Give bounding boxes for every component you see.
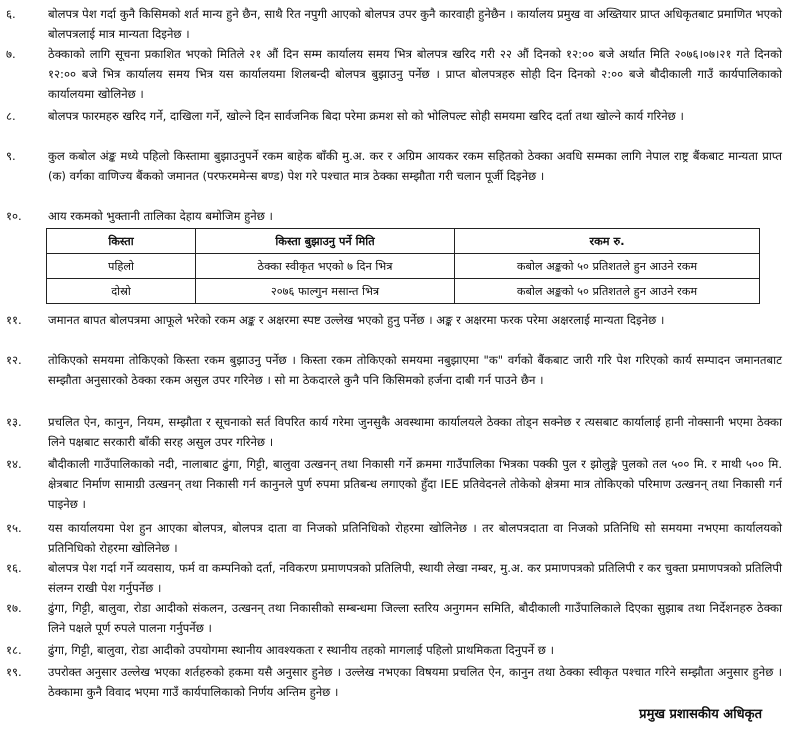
clause-number: ११.: [6, 313, 22, 327]
table-cell: पहिलो: [47, 254, 196, 279]
clause-number: १९.: [6, 665, 22, 679]
clause-number: १४.: [6, 457, 22, 471]
clause-7: [6, 44, 782, 104]
clause-text: कुल कबोल अंङ्क मध्ये पहिलो किस्तामा बुझाउनुपर्ने रकम बाहेक बाँकी मु.अ. कर र अग्रिम आयकर रकम सहितको ठेक्का अवधि सम्मका लागि नेपाल राष्ट्र बैंकबाट मान्यता प्राप्त (क) वर्गका वाणिज्य बैंकको जमानत (परफरममेन्स बण्ड) पेश गरे पश्चात मात्र ठेक्का सम्झौता गरी चलान पूर्जी दिइनेछ ।: [48, 149, 782, 183]
clause-10: [6, 206, 782, 226]
clause-8: [6, 106, 782, 126]
clause-19: [6, 662, 782, 702]
table-row: [47, 254, 760, 279]
clause-text: यस कार्यालयमा पेश हुन आएका बोलपत्र, बोलपत्र दाता वा निजको प्रतिनिधिको रोहरमा खोलिनेछ । तर बोलपत्रदाता वा निजको प्रतिनिधि सो समयमा नभएमा कार्यालयको प्रतिनिधिको रोहरमा खोलिनेछ ।: [48, 521, 782, 555]
clause-number: १६.: [6, 561, 22, 575]
clause-14: [6, 454, 782, 514]
clause-number: १८.: [6, 643, 22, 657]
clause-text: बोलपत्र फारमहरु खरिद गर्ने, दाखिला गर्ने, खोल्ने दिन सार्वजनिक बिदा परेमा क्रमश सो को भोलिपल्ट सोही समयमा खरिद दर्ता तथा खोल्ने कार्य गरिनेछ ।: [48, 109, 684, 123]
table-header-row: [47, 229, 760, 254]
clause-text: बोलपत्र पेश गर्दा गर्ने व्यवसाय, फर्म वा कम्पनिको दर्ता, नविकरण प्रमाणपत्रको प्रतिलिपी, स्थायी लेखा नम्बर, मु.अ. कर प्रमाणपत्रको प्रतिलिपी र कर चुक्ता प्रमाणपत्रको प्रतिलिपी संलग्न राखी पेश गर्नुपर्नेछ ।: [48, 561, 782, 595]
clause-number: ७.: [6, 47, 16, 61]
clause-number: ६.: [6, 7, 16, 21]
clause-number: ८.: [6, 109, 16, 123]
table-cell: कबोल अङ्कको ५० प्रतिशतले हुन आउने रकम: [455, 254, 760, 279]
table-header: रकम रु.: [455, 229, 760, 254]
clause-16: [6, 558, 782, 598]
clause-number: १०.: [6, 209, 22, 223]
installment-table: [46, 228, 760, 304]
clause-text: ठेक्काको लागि सूचना प्रकाशित भएको मितिले २१ औं दिन सम्म कार्यालय समय भित्र बोलपत्र खरिद गरी २२ औं दिनको १२:०० बजे अर्थात मिति २०७६।०७।२१ गते दिनको १२:०० बजे भित्र कार्यालय समय भित्र यस कार्यालयमा शिलबन्दी बोलपत्र बुझाउनु पर्नेछ । प्राप्त बोलपत्रहरु सोही दिन दिनको २:०० बजे बौदीकाली गाउँ कार्यपालिकाको कार्यालयमा खोलिनेछ ।: [48, 47, 782, 101]
clause-17: [6, 598, 782, 638]
clause-text: ढुंगा, गिट्टी, बालुवा, रोडा आदीको उपयोगमा स्थानीय आवश्यकता र स्थानीय तहको मागलाई पहिलो प्राथमिकता दिनुपर्ने छ ।: [48, 643, 555, 657]
table-cell: दोस्रो: [47, 279, 196, 304]
clause-number: ९.: [6, 149, 16, 163]
clause-15: [6, 518, 782, 558]
clause-text: जमानत बापत बोलपत्रमा आफूले भरेको रकम अङ्क र अक्षरमा स्पष्ट उल्लेख भएको हुनु पर्नेछ । अङ्क र अक्षरमा फरक परेमा अक्षरलाई मान्यता दिइनेछ ।: [48, 313, 665, 327]
clause-12: [6, 350, 782, 390]
clause-text: ढुंगा, गिट्टी, बालुवा, रोडा आदीको संकलन, उत्खनन् तथा निकासीको सम्बन्धमा जिल्ला स्तरिय अनुगमन समिति, बौदीकाली गाउँपालिकाले दिएका सुझाब तथा निर्देशनहरु ठेक्का लिने पक्षले पूर्ण रुपले पालना गर्नुपर्नेछ ।: [48, 601, 782, 635]
table-header: किस्ता बुझाउनु पर्ने मिति: [196, 229, 455, 254]
table-cell: २०७६ फाल्गुन मसान्त भित्र: [196, 279, 455, 304]
clause-text: तोकिएको समयमा तोकिएको किस्ता रकम बुझाउनु पर्नेछ । किस्ता रकम तोकिएको समयमा नबुझाएमा "क" वर्गको बैंकबाट जारी गरि पेश गरिएको कार्य सम्पादन जमानतबाट सम्झौता अनुसारको ठेक्का रकम असुल उपर गरिनेछ । सो मा ठेकदारले कुनै पनि किसिमको हर्जना दाबी गर्न पाउने छैन ।: [48, 353, 782, 387]
clause-text: प्रचलित ऐन, कानुन, नियम, सम्झौता र सूचनाको सर्त विपरित कार्य गरेमा जुनसुकै अवस्थामा कार्यालयले ठेक्का तोड्न सक्नेछ र त्यसबाट कार्यालाई हानी नोक्सानी भएमा ठेक्का लिने पक्षबाट सरकारी बाँकी सरह असुल उपर गरिनेछ ।: [48, 415, 782, 449]
clause-text: बौदीकाली गाउँपालिकाको नदी, नालाबाट ढुंगा, गिट्टी, बालुवा उत्खनन् तथा निकासी गर्ने क्रममा गाउँपालिका भित्रका पक्की पुल र झोलुङ्गे पुलको तल ५०० मि. र माथी ५०० मि. क्षेत्रबाट निर्माण सामाग्री उत्खनन् तथा निकासी गर्न कानुनले पुर्ण रुपमा प्रतिबन्ध लगाएको हुँदा IEE प्रतिवेदनले तोकेको क्षेत्रमा मात्र तोकिएको परिमाण उत्खनन् तथा निकासी गर्न पाइनेछ ।: [48, 457, 782, 511]
clause-9: [6, 146, 782, 186]
table-cell: ठेक्का स्वीकृत भएको ७ दिन भित्र: [196, 254, 455, 279]
clause-13: [6, 412, 782, 452]
clause-text: आय रकमको भुक्तानी तालिका देहाय बमोजिम हुनेछ ।: [48, 209, 273, 223]
clause-number: १२.: [6, 353, 22, 367]
signature-title: प्रमुख प्रशासकीय अधिकृत: [639, 707, 762, 722]
table-header: किस्ता: [47, 229, 196, 254]
table-row: [47, 279, 760, 304]
clause-number: १७.: [6, 601, 22, 615]
clause-11: [6, 310, 782, 330]
clause-text: बोलपत्र पेश गर्दा कुनै किसिमको शर्त मान्य हुने छैन, साथै रित नपुगी आएको बोलपत्र उपर कुनै कारवाही हुनेछैन । कार्यालय प्रमुख वा अख्तियार प्राप्त अधिकृतबाट प्रमाणित भएको बोलपत्रलाई मात्र मान्यता दिइनेछ ।: [48, 7, 782, 41]
table-cell: कबोल अङ्कको ५० प्रतिशतले हुन आउने रकम: [455, 279, 760, 304]
clause-18: [6, 640, 782, 660]
clause-number: १३.: [6, 415, 22, 429]
clause-number: १५.: [6, 521, 22, 535]
clause-text: उपरोक्त अनुसार उल्लेख भएका शर्तहरुको हकमा यसै अनुसार हुनेछ । उल्लेख नभएका विषयमा प्रचलित ऐन, कानुन तथा ठेक्का स्वीकृत पश्चात गरिने सम्झौता अनुसार हुनेछ । ठेक्कामा कुनै विवाद भएमा गाउँ कार्यपालिकाको निर्णय अन्तिम हुनेछ ।: [48, 665, 782, 699]
clause-6: [6, 4, 782, 44]
